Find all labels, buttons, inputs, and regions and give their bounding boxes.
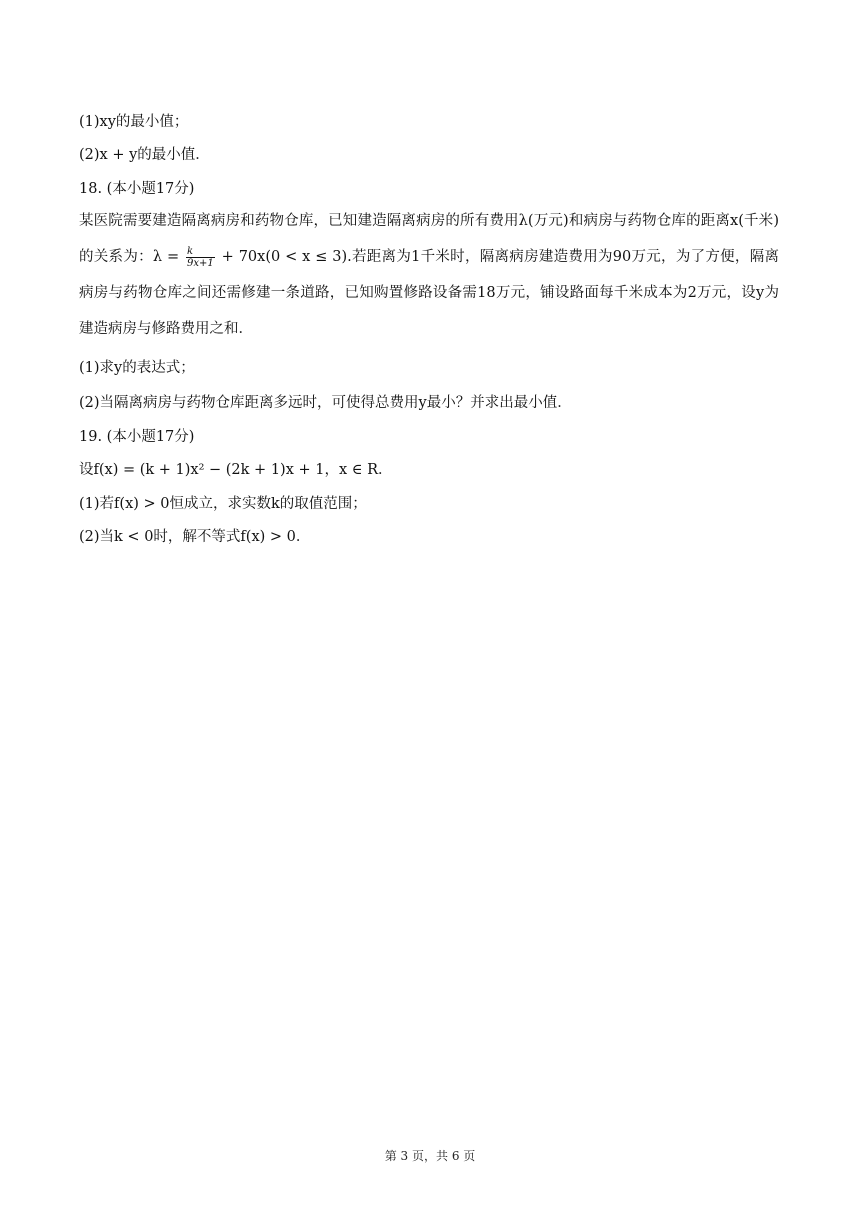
q18-part2: (2)当隔离病房与药物仓库距离多远时，可使得总费用y最小？并求出最小值．: [79, 395, 572, 411]
q17-part2: (2)x + y的最小值．: [79, 147, 210, 163]
page-footer: 第 3 页，共 6 页: [384, 1149, 476, 1163]
fraction-denominator: 9x+1: [187, 257, 214, 269]
lambda-fraction: [186, 246, 215, 269]
q18-heading: 18. (本小题17分): [79, 181, 195, 197]
fraction-numerator: k: [186, 246, 215, 258]
q18-body: [79, 203, 779, 347]
q18-body-part-a: 某医院需要建造隔离病房和药物仓库，已知建造隔离病房的所有费用λ(万元)和病房与药物仓库的距离x(千米)的关系为：λ =: [79, 213, 779, 265]
q19-part1: (1)若f(x) > 0恒成立，求实数k的取值范围；: [79, 496, 367, 512]
q19-stem: 设f(x) = (k + 1)x² − (2k + 1)x + 1，x ∈ R．: [79, 462, 393, 478]
q19-part2: (2)当k < 0时，解不等式f(x) > 0．: [79, 529, 311, 545]
q18-body-part-b: + 70x(0 < x ≤ 3).若距离为1千米时，隔离病房建造费用为90万元，为了方便，隔离病房与药物仓库之间还需修建一条道路，已知购置修路设备需18万元，铺设路面每千米成本为2万元，设y为建造病房与修路费用之和．: [79, 249, 779, 337]
q18-part1: (1)求y的表达式；: [79, 360, 195, 376]
q17-part1: (1)xy的最小值；: [79, 114, 189, 130]
q19-heading: 19. (本小题17分): [79, 429, 195, 445]
